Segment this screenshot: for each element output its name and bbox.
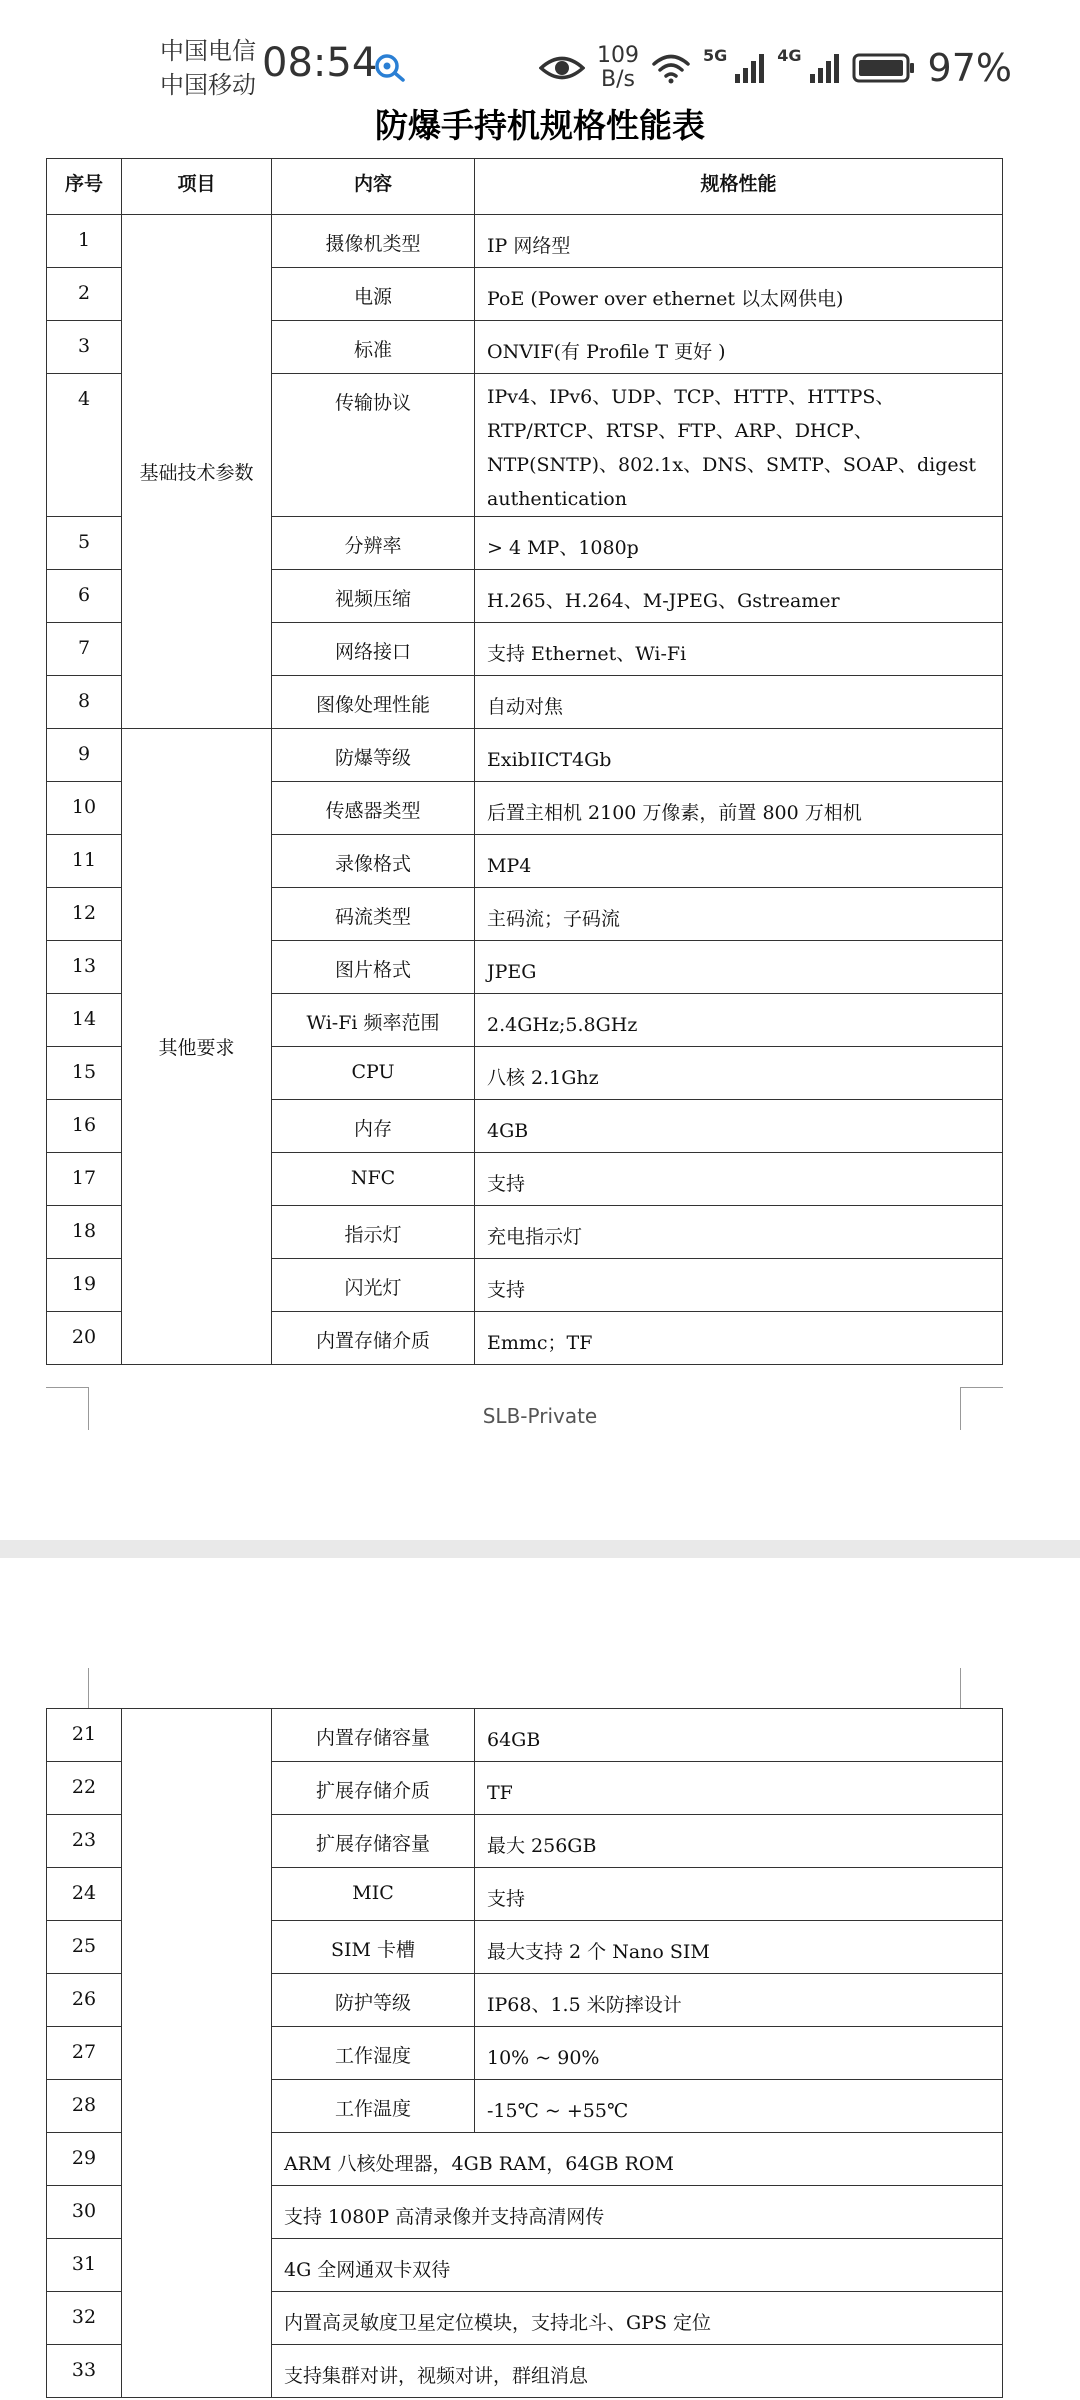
carrier-1: 中国电信 — [160, 37, 256, 65]
row-merged-spec: 支持 1080P 高清录像并支持高清网传 — [272, 2186, 1003, 2239]
row-number: 2 — [47, 268, 122, 321]
group-other-requirements: 其他要求 — [122, 729, 272, 1365]
row-item: 内置存储介质 — [272, 1312, 475, 1365]
row-item: 传感器类型 — [272, 782, 475, 835]
header-no: 序号 — [47, 159, 122, 215]
page-corner-left — [46, 1387, 89, 1430]
row-spec: 充电指示灯 — [475, 1206, 1003, 1259]
row-spec: PoE (Power over ethernet 以太网供电) — [475, 268, 1003, 321]
carrier-names — [160, 34, 256, 102]
battery-icon — [852, 52, 916, 84]
row-item: 指示灯 — [272, 1206, 475, 1259]
row-number: 17 — [47, 1153, 122, 1206]
row-item: 扩展存储介质 — [272, 1762, 475, 1815]
row-spec: > 4 MP、1080p — [475, 517, 1003, 570]
row-merged-spec: ARM 八核处理器，4GB RAM，64GB ROM — [272, 2133, 1003, 2186]
row-spec: 2.4GHz;5.8GHz — [475, 994, 1003, 1047]
row-item: 防护等级 — [272, 1974, 475, 2027]
row-item: CPU — [272, 1047, 475, 1100]
page-footer: SLB-Private — [482, 1404, 598, 1428]
row-item: 分辨率 — [272, 517, 475, 570]
row-number: 13 — [47, 941, 122, 994]
row-item: 闪光灯 — [272, 1259, 475, 1312]
row-number: 5 — [47, 517, 122, 570]
row-item: 摄像机类型 — [272, 215, 475, 268]
row-spec: 支持 — [475, 1259, 1003, 1312]
row-spec: 八核 2.1Ghz — [475, 1047, 1003, 1100]
row-item: MIC — [272, 1868, 475, 1921]
row-number: 21 — [47, 1709, 122, 1762]
row-number: 25 — [47, 1921, 122, 1974]
row-spec: 支持 — [475, 1868, 1003, 1921]
group-basic-params: 基础技术参数 — [122, 215, 272, 729]
row-item: 视频压缩 — [272, 570, 475, 623]
row-number: 33 — [47, 2345, 122, 2398]
row-spec: IPv4、IPv6、UDP、TCP、HTTP、HTTPS、RTP/RTCP、RTSP、FTP、ARP、DHCP、NTP(SNTP)、802.1x、DNS、SMTP、SOAP、digest authentication — [475, 374, 1003, 517]
page2-corner-left — [46, 1668, 89, 1708]
row-number: 32 — [47, 2292, 122, 2345]
row-spec: TF — [475, 1762, 1003, 1815]
row-item: 传输协议 — [272, 374, 475, 517]
row-spec: MP4 — [475, 835, 1003, 888]
row-item: 工作温度 — [272, 2080, 475, 2133]
row-item: NFC — [272, 1153, 475, 1206]
row-spec: 支持 Ethernet、Wi-Fi — [475, 623, 1003, 676]
speed-value: 109 — [597, 43, 639, 68]
row-item: 内存 — [272, 1100, 475, 1153]
row-number: 20 — [47, 1312, 122, 1365]
row-number: 14 — [47, 994, 122, 1047]
row-spec: 10% ~ 90% — [475, 2027, 1003, 2080]
row-number: 15 — [47, 1047, 122, 1100]
row-number: 30 — [47, 2186, 122, 2239]
page-corner-right — [960, 1387, 1003, 1430]
row-number: 22 — [47, 1762, 122, 1815]
row-spec: 64GB — [475, 1709, 1003, 1762]
table-row — [47, 1709, 1003, 1762]
row-number: 10 — [47, 782, 122, 835]
row-spec: H.265、H.264、M-JPEG、Gstreamer — [475, 570, 1003, 623]
row-item: 图片格式 — [272, 941, 475, 994]
row-number: 18 — [47, 1206, 122, 1259]
table-header-row — [47, 159, 1003, 215]
row-item: Wi-Fi 频率范围 — [272, 994, 475, 1047]
carrier-2: 中国移动 — [160, 71, 256, 99]
speed-unit: B/s — [601, 67, 635, 92]
page2-corner-right — [960, 1668, 1003, 1708]
row-number: 3 — [47, 321, 122, 374]
row-item: 内置存储容量 — [272, 1709, 475, 1762]
row-spec: IP68、1.5 米防摔设计 — [475, 1974, 1003, 2027]
header-content: 内容 — [272, 159, 475, 215]
row-item: 防爆等级 — [272, 729, 475, 782]
row-number: 26 — [47, 1974, 122, 2027]
row-number: 16 — [47, 1100, 122, 1153]
row-spec: IP 网络型 — [475, 215, 1003, 268]
row-item: 标准 — [272, 321, 475, 374]
row-merged-spec: 内置高灵敏度卫星定位模块，支持北斗、GPS 定位 — [272, 2292, 1003, 2345]
row-spec: JPEG — [475, 941, 1003, 994]
row-spec: 4GB — [475, 1100, 1003, 1153]
row-spec: 最大 256GB — [475, 1815, 1003, 1868]
row-number: 19 — [47, 1259, 122, 1312]
wifi-icon — [651, 52, 691, 84]
battery-percent: 97% — [927, 46, 1012, 90]
row-item: SIM 卡槽 — [272, 1921, 475, 1974]
row-item: 录像格式 — [272, 835, 475, 888]
header-spec: 规格性能 — [475, 159, 1003, 215]
row-number: 11 — [47, 835, 122, 888]
table-row — [47, 729, 1003, 782]
row-item: 码流类型 — [272, 888, 475, 941]
row-merged-spec: 4G 全网通双卡双待 — [272, 2239, 1003, 2292]
clock: 08:54 — [262, 40, 378, 86]
row-number: 31 — [47, 2239, 122, 2292]
row-number: 29 — [47, 2133, 122, 2186]
eye-comfort-icon — [539, 53, 585, 83]
page-separator — [0, 1540, 1080, 1558]
row-spec: 自动对焦 — [475, 676, 1003, 729]
document-title: 防爆手持机规格性能表 — [375, 106, 705, 145]
signal-icon-sim1 — [733, 52, 765, 84]
row-number: 23 — [47, 1815, 122, 1868]
row-item: 扩展存储容量 — [272, 1815, 475, 1868]
row-spec: ONVIF(有 Profile T 更好 ) — [475, 321, 1003, 374]
row-number: 4 — [47, 374, 122, 517]
row-number: 27 — [47, 2027, 122, 2080]
row-spec: Emmc；TF — [475, 1312, 1003, 1365]
row-number: 7 — [47, 623, 122, 676]
network-type-2: 4G — [777, 46, 802, 65]
row-spec: 最大支持 2 个 Nano SIM — [475, 1921, 1003, 1974]
row-spec: -15℃ ~ +55℃ — [475, 2080, 1003, 2133]
header-item: 项目 — [122, 159, 272, 215]
row-spec: 支持 — [475, 1153, 1003, 1206]
network-type-1: 5G — [703, 46, 728, 65]
network-speed — [597, 44, 639, 92]
row-spec: ExibIICT4Gb — [475, 729, 1003, 782]
row-number: 28 — [47, 2080, 122, 2133]
spec-table-page1 — [46, 158, 1003, 1365]
spec-table-page2 — [46, 1708, 1003, 2398]
row-spec: 后置主相机 2100 万像素，前置 800 万相机 — [475, 782, 1003, 835]
row-spec: 主码流；子码流 — [475, 888, 1003, 941]
row-item: 电源 — [272, 268, 475, 321]
row-merged-spec: 支持集群对讲，视频对讲，群组消息 — [272, 2345, 1003, 2398]
row-number: 1 — [47, 215, 122, 268]
row-number: 6 — [47, 570, 122, 623]
status-right — [527, 40, 1012, 96]
row-item: 工作湿度 — [272, 2027, 475, 2080]
row-number: 8 — [47, 676, 122, 729]
table-row — [47, 215, 1003, 268]
row-item: 图像处理性能 — [272, 676, 475, 729]
signal-icon-sim2 — [808, 52, 840, 84]
group-continued — [122, 1709, 272, 2398]
row-number: 24 — [47, 1868, 122, 1921]
status-bar — [0, 0, 1080, 102]
hd-call-icon — [372, 52, 406, 82]
row-number: 12 — [47, 888, 122, 941]
row-item: 网络接口 — [272, 623, 475, 676]
row-number: 9 — [47, 729, 122, 782]
